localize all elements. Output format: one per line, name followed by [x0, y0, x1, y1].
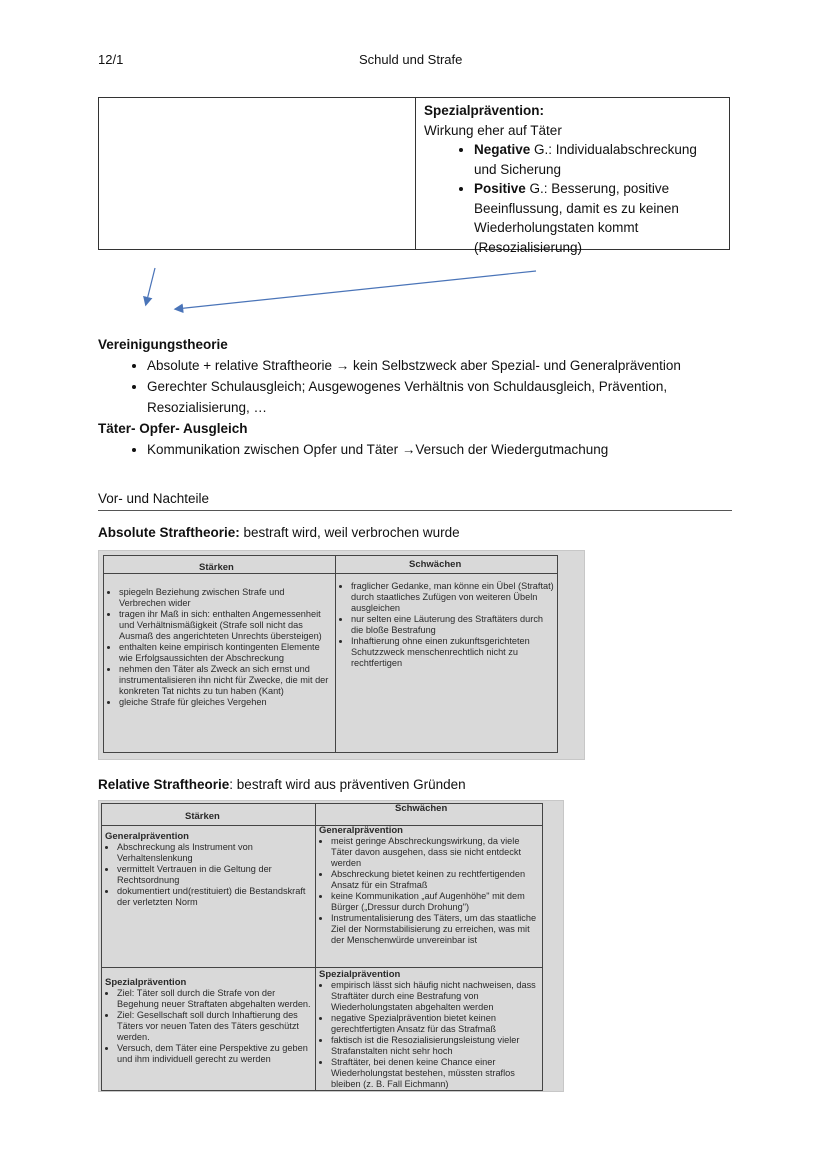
- empty-cell: [99, 98, 416, 249]
- schwaechen-general-column: [319, 825, 541, 946]
- toa-list: [98, 439, 728, 460]
- spezial-label: Spezialprävention: [105, 977, 187, 988]
- page-title: Schuld und Strafe: [359, 52, 463, 67]
- absolute-label: Absolute Straftheorie:: [98, 525, 240, 540]
- general-label: Generalprävention: [319, 825, 403, 836]
- list-item: • spiegeln Beziehung zwischen Strafe und Verbrechen wider: [119, 587, 329, 609]
- absolute-scan-table: [98, 550, 585, 760]
- list-item: • gleiche Strafe für gleiches Vergehen: [119, 697, 329, 708]
- spezialpraevention-subtitle: Wirkung eher auf Täter: [424, 122, 562, 138]
- staerken-header: Stärken: [199, 562, 234, 573]
- spezialpraevention-table: [98, 97, 730, 255]
- list-item: • Absolute + relative Straftheorie → kein Selbstzweck aber Spezial- und Generalprävention: [147, 355, 728, 376]
- list-item: • Straftäter, bei denen keine Chance einer Wiederholungstat bestehen, müssten straflos bleiben (z. B. Fall Eichmann): [331, 1057, 541, 1090]
- divider: [98, 510, 732, 511]
- list-item: [474, 140, 721, 179]
- list-item: • meist geringe Abschreckungswirkung, da viele Täter davon ausgehen, dass sie nicht entdeckt werden: [331, 836, 541, 869]
- term-negative: Negative: [474, 142, 531, 157]
- schwaechen-header: Schwächen: [395, 803, 448, 814]
- schwaechen-spezial-column: [319, 969, 541, 1090]
- spezialpraevention-heading: Spezialprävention:: [424, 103, 545, 118]
- list-item: • nehmen den Täter als Zweck an sich ernst und instrumentalisieren ihn nicht für Zwecke, die mit der konkreten Tat nichts zu tun haben (Kant): [119, 664, 329, 697]
- table-rule: [103, 573, 558, 574]
- table-rule: [315, 803, 316, 1091]
- arrows-drawing: [130, 262, 550, 314]
- vereinigung-section: [98, 334, 728, 460]
- staerken-column: [107, 587, 329, 708]
- table-rule: [335, 555, 336, 753]
- list-item: • dokumentiert und(restituiert) die Bestandskraft der verletzten Norm: [117, 886, 311, 908]
- list-item: • vermittelt Vertrauen in die Geltung der Rechtsordnung: [117, 864, 311, 886]
- list-item: • keine Kommunikation „auf Augenhöhe" mit dem Bürger („Dressur durch Drohung"): [331, 891, 541, 913]
- page-number: 12/1: [98, 52, 124, 67]
- schwaechen-column: [339, 581, 555, 669]
- list-item: • empirisch lässt sich häufig nicht nachweisen, dass Straftäter durch eine Bestrafung von Wiederholungstaten abgehalten werden: [331, 980, 541, 1013]
- list-item: • Instrumentalisierung des Täters, um das staatliche Ziel der Normstabilisierung zu erreichen, was mit der Menschenwürde unvereinbar ist: [331, 913, 541, 946]
- term-positive: Positive: [474, 181, 526, 196]
- spezialpraevention-cell: [416, 98, 729, 255]
- relative-description: : bestraft wird aus präventiven Gründen: [229, 777, 466, 792]
- vereinigung-list: [98, 355, 728, 418]
- item-text: G.: Besserung, positive Beeinflussung, damit es zu keinen Wiederholungstaten kommt (Resozialisierung): [474, 181, 679, 255]
- absolute-description: bestraft wird, weil verbrochen wurde: [239, 525, 460, 540]
- toa-heading: Täter- Opfer- Ausgleich: [98, 421, 248, 436]
- list-item: • Gerechter Schulausgleich; Ausgewogenes Verhältnis von Schuldausgleich, Prävention, Resozialisierung, …: [147, 376, 728, 418]
- vereinigung-heading: Vereinigungstheorie: [98, 337, 228, 352]
- vor-nachteile-heading: Vor- und Nachteile: [98, 491, 210, 506]
- schwaechen-header: Schwächen: [409, 559, 462, 570]
- list-item: • Inhaftierung ohne einen zukunftsgerichteten Schutzzweck menschenrechtlich nicht zu rechtfertigen: [351, 636, 555, 669]
- staerken-general-column: [105, 831, 311, 908]
- list-item: • Ziel: Täter soll durch die Strafe von der Begehung neuer Straftaten abgehalten werden.: [117, 988, 311, 1010]
- list-item: • Ziel: Gesellschaft soll durch Inhaftierung des Täters vor neuen Taten des Täters geschützt werden.: [117, 1010, 311, 1043]
- list-item: • nur selten eine Läuterung des Straftäters durch die bloße Bestrafung: [351, 614, 555, 636]
- relative-heading: [98, 774, 728, 795]
- list-item: • faktisch ist die Resozialisierungsleistung vieler Strafanstalten nicht sehr hoch: [331, 1035, 541, 1057]
- list-item: • Abschreckung bietet keinen zu rechtfertigenden Ansatz für ein Strafmaß: [331, 869, 541, 891]
- item-text: G.: Individualabschreckung und Sicherung: [474, 142, 697, 177]
- spezialpraevention-list: [424, 140, 721, 257]
- table-rule: [101, 967, 543, 968]
- arrow-down-icon: [146, 268, 155, 304]
- list-item: • Versuch, dem Täter eine Perspektive zu geben und ihm individuell gerecht zu werden: [117, 1043, 311, 1065]
- absolute-heading: [98, 522, 728, 543]
- list-item: • enthalten keine empirisch kontingenten Elemente wie Erfolgsaussichten der Abschreckung: [119, 642, 329, 664]
- list-item: • tragen ihr Maß in sich: enthalten Angemessenheit und Verhältnismäßigkeit (Strafe soll nicht das Ausmaß des angerichteten Unrechts übersteigen): [119, 609, 329, 642]
- list-item: • fraglicher Gedanke, man könne ein Übel (Straftat) durch staatliches Zufügen von weiteren Übeln ausgleichen: [351, 581, 555, 614]
- spezial-label: Spezialprävention: [319, 969, 401, 980]
- list-item: • Abschreckung als Instrument von Verhaltenslenkung: [117, 842, 311, 864]
- list-item: • negative Spezialprävention bietet keinen gerechtfertigten Ansatz für das Strafmaß: [331, 1013, 541, 1035]
- staerken-header: Stärken: [185, 811, 220, 822]
- arrow-left-icon: [176, 271, 536, 309]
- general-label: Generalprävention: [105, 831, 189, 842]
- list-item: [474, 179, 721, 257]
- relative-label: Relative Straftheorie: [98, 777, 230, 792]
- staerken-spezial-column: [105, 977, 311, 1065]
- list-item: • Kommunikation zwischen Opfer und Täter →Versuch der Wiedergutmachung: [147, 439, 728, 460]
- relative-scan-table: [98, 800, 564, 1092]
